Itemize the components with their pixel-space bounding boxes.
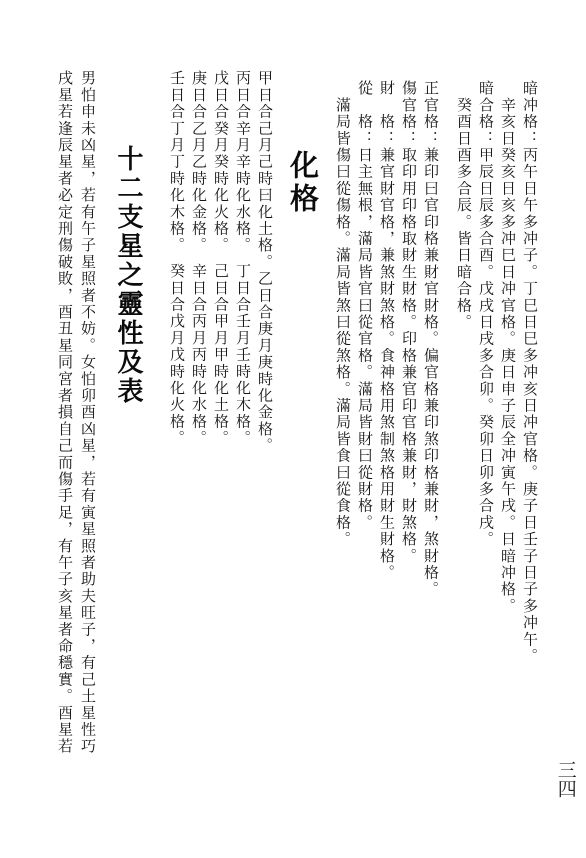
hua-ge-line: 戊日合癸月癸時化火格。 己日合甲月甲時化土格。 <box>212 70 230 447</box>
zhi-xing-line: 男怕申未凶星，若有午子星照者不妨。女怕卯酉凶星，若有寅星照者助夫旺子，有己土星性巧 <box>79 70 97 755</box>
hua-ge-line: 丙日合辛月辛時化水格。 丁日合壬月壬時化木格。 <box>234 70 252 447</box>
hua-ge-line: 壬日合丁月丁時化木格。 癸日合戊月戊時化火格。 <box>168 70 186 447</box>
an-chong-line-cont: 辛亥日癸亥日亥多冲巳日冲官格。庚日申子辰全冲寅午戌。日暗冲格。 <box>499 80 517 615</box>
zhi-xing-line: 戌星若逢辰星者必定刑傷破敗，酉丑星同宮者損自己而傷手足，有午子亥星者命穩實。酉星若 <box>56 70 74 755</box>
hua-ge-heading: 化格 <box>286 150 320 216</box>
zhi-xing-heading: 十二支星之靈性及表 <box>113 145 143 406</box>
shang-guan-ge-line: 傷官格：取印用印格取財生財格。印格兼官印官格兼財，財煞格。 <box>400 80 418 565</box>
cai-ge-line: 財 格：兼官財官格，兼煞財煞格。食神格用煞制煞格用財生財格。 <box>378 80 396 581</box>
cong-ge-line-cont: 滿局皆傷曰從傷格。滿局皆煞曰從煞格。滿局皆食曰從食格。 <box>334 80 352 548</box>
page-number: 三四 <box>554 760 577 798</box>
zheng-guan-ge-line: 正官格：兼印曰官印格兼財官財格。偏官格兼印煞印格兼財，煞財格。 <box>422 80 440 598</box>
an-chong-line: 暗冲格：丙午日午多冲子。丁巳日巳多冲亥日冲官格。庚子日壬子日子多冲午。 <box>521 80 539 665</box>
cong-ge-line: 從 格：日主無根，滿局皆官曰從官格。滿局皆財曰從財格。 <box>356 80 374 531</box>
an-he-line: 暗合格：甲辰日辰多合酉。戊戌日戌多合卯。癸卯日卯多合戌。 <box>477 80 495 548</box>
an-he-line-cont: 癸酉日酉多合辰。皆日暗合格。 <box>455 80 473 331</box>
hua-ge-line: 甲日合己月己時曰化土格。乙日合庚月庚時化金格。 <box>256 70 274 455</box>
hua-ge-line: 庚日合乙月乙時化金格。 辛日合丙月丙時化水格。 <box>190 70 208 447</box>
